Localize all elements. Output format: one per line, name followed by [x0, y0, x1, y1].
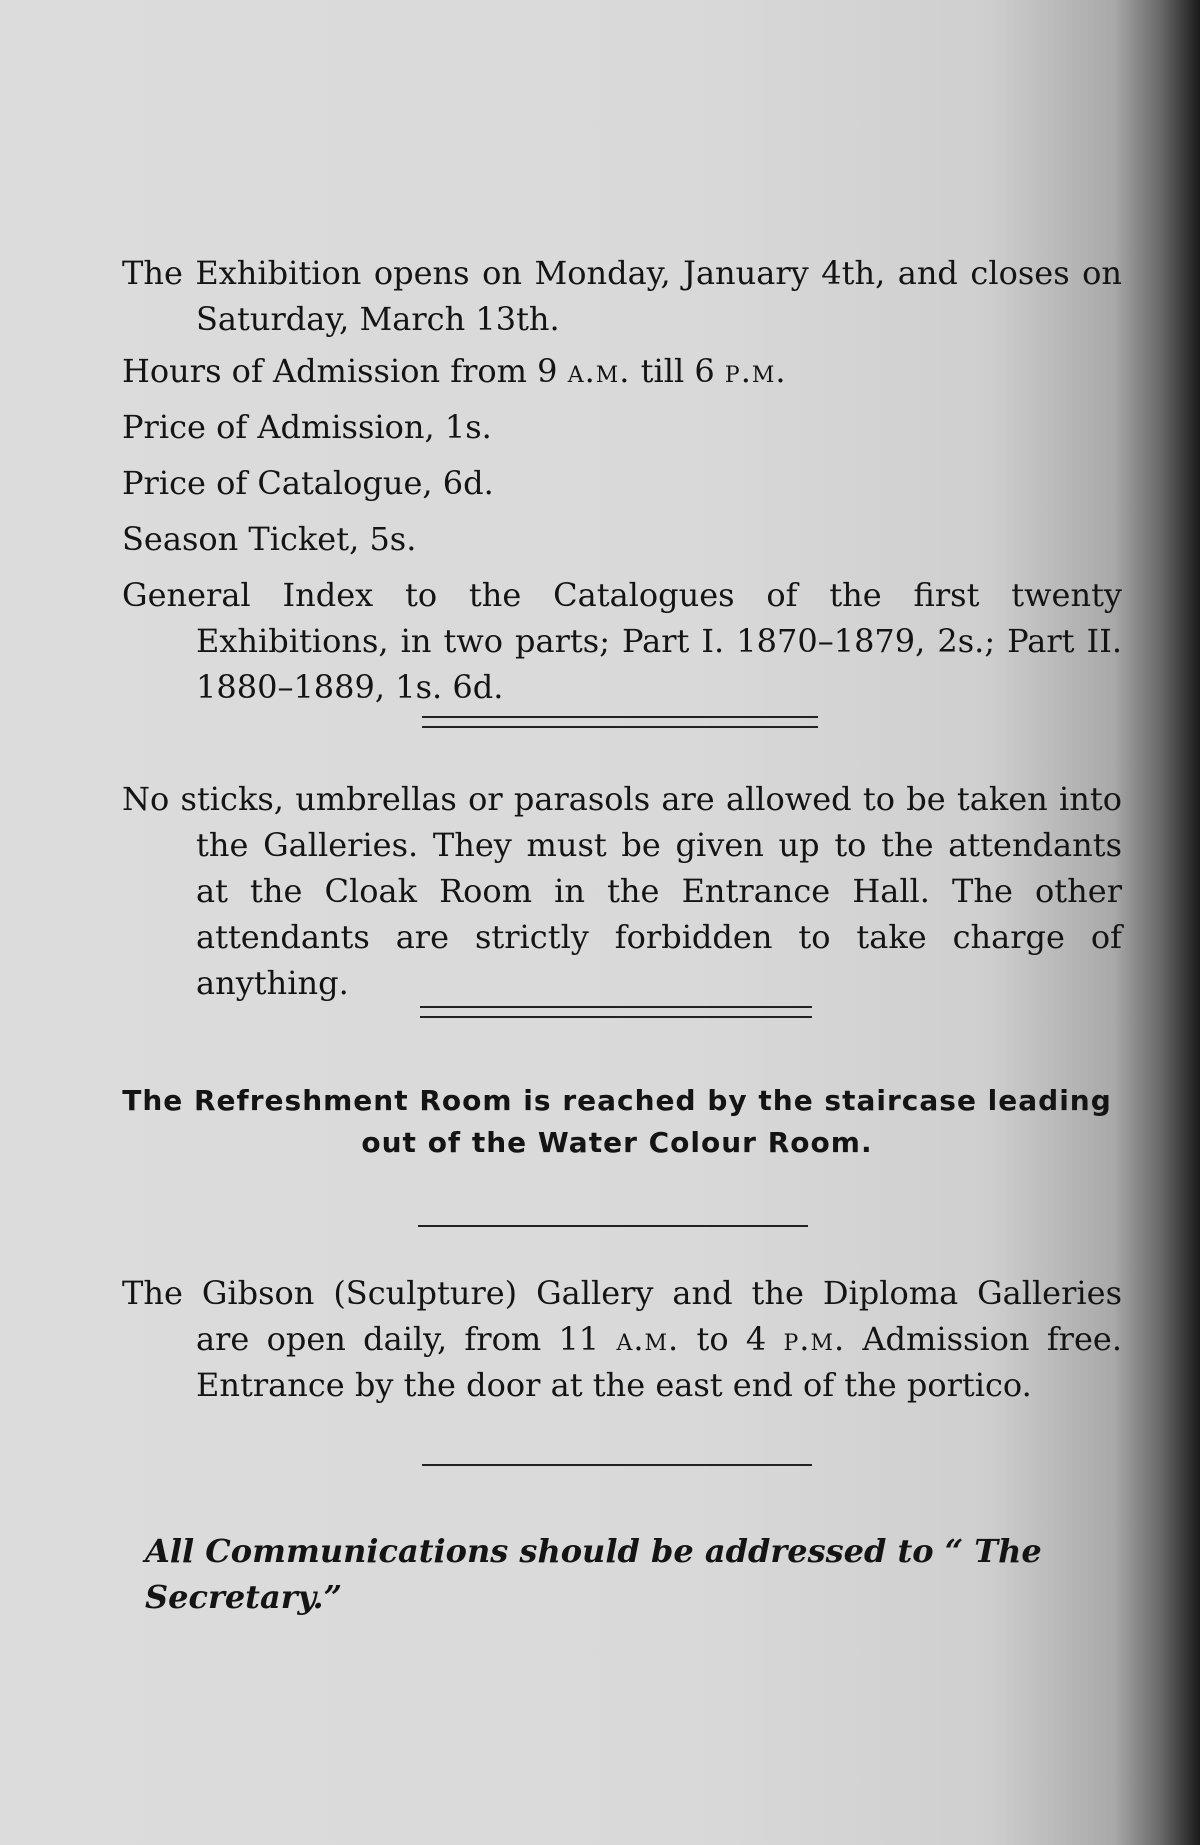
admission-hours	[122, 348, 1122, 394]
hours-pm: p.m.	[724, 352, 787, 390]
communications-note: All Communications should be addressed to “ The Secretary.”	[145, 1532, 1042, 1616]
exhibition-dates: The Exhibition opens on Monday, January 4th, and closes on Saturday, March 13th.	[122, 254, 1122, 338]
gallery-hours-prefix: The Gibson (Sculpture) Gallery and the Diploma Galleries are open daily, from 11	[122, 1274, 1122, 1358]
refreshment-notice: The Refreshment Room is reached by the staircase leading out of the Water Colour Room.	[122, 1084, 1112, 1159]
hours-am: a.m.	[567, 352, 631, 390]
gallery-hours-am: a.m.	[616, 1320, 680, 1358]
general-index-note: General Index to the Catalogues of the first twenty Exhibitions, in two parts; Part I. 1870–1879, 2s.; Part II. 1880–1889, 1s. 6d.	[122, 576, 1122, 706]
admission-info-section	[122, 250, 1122, 710]
double-rule-divider-1	[422, 716, 818, 728]
gallery-hours-suffix: Admission free. Entrance by the door at the east end of the portico.	[196, 1320, 1123, 1404]
gallery-hours-notice	[122, 1270, 1122, 1408]
single-rule-divider-1	[418, 1225, 808, 1227]
page-edge-shadow	[1160, 0, 1200, 1845]
gallery-hours-mid: to 4	[679, 1320, 784, 1358]
season-ticket-price: Season Ticket, 5s.	[122, 520, 417, 558]
hours-mid: till 6	[630, 352, 725, 390]
hours-prefix: Hours of Admission from 9	[122, 352, 568, 390]
double-rule-divider-2	[420, 1006, 812, 1018]
admission-price: Price of Admission, 1s.	[122, 408, 492, 446]
gallery-hours-pm: p.m.	[783, 1320, 846, 1358]
sticks-notice: No sticks, umbrellas or parasols are allowed to be taken into the Galleries. They must be given up to the attendants at the Cloak Room in the Entrance Hall. The other attendants are strictly forbidden to take charge of anything.	[122, 780, 1122, 1002]
catalogue-price: Price of Catalogue, 6d.	[122, 464, 494, 502]
gallery-hours-section	[122, 1270, 1122, 1408]
single-rule-divider-2	[422, 1464, 812, 1466]
sticks-umbrellas-section	[122, 776, 1122, 1006]
